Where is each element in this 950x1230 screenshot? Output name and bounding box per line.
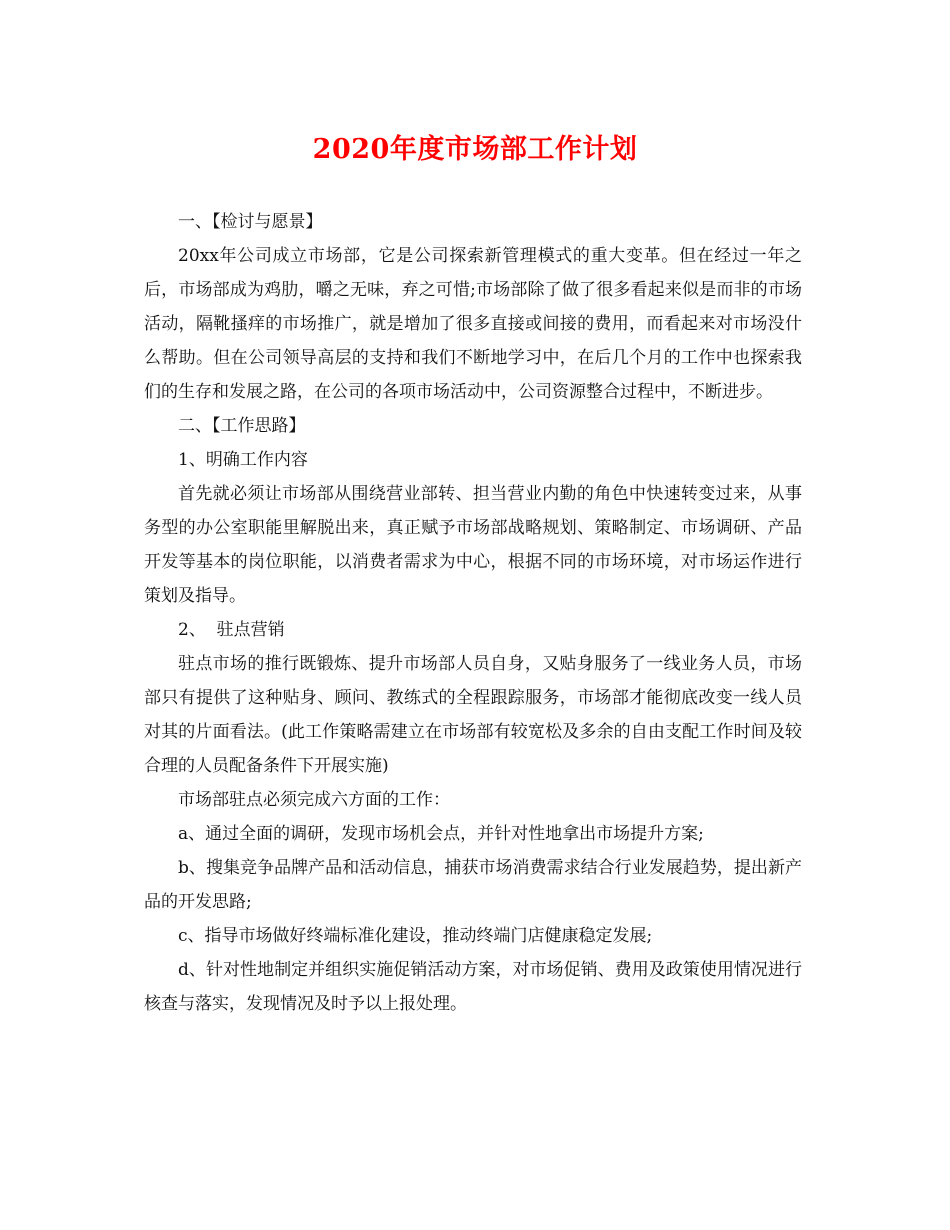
paragraph-work-content: 首先就必须让市场部从围绕营业部转、担当营业内勤的角色中快速转变过来，从事务型的办公室职能里解脱出来，真正赋予市场部战略规划、策略制定、市场调研、产品开发等基本的岗位职能，以消费者需求为中心，根据不同的市场环境，对市场运作进行策划及指导。 — [144, 484, 802, 606]
list-item-d: d、针对性地制定并组织实施促销活动方案，对市场促销、费用及政策使用情况进行核查与落实，发现情况及时予以上报处理。 — [144, 960, 802, 1014]
list-item-c: c、指导市场做好终端标准化建设，推动终端门店健康稳定发展; — [178, 926, 653, 946]
section-heading-ideas: 二、【工作思路】 — [178, 416, 306, 436]
subheading-work-content: 1、明确工作内容 — [178, 450, 308, 470]
list-item-a: a、通过全面的调研，发现市场机会点，并针对性地拿出市场提升方案; — [178, 824, 704, 844]
list-item-b: b、搜集竞争品牌产品和活动信息，捕获市场消费需求结合行业发展趋势，提出新产品的开发思路; — [144, 858, 802, 912]
paragraph-background: 20xx年公司成立市场部，它是公司探索新管理模式的重大变革。但在经过一年之后，市场部成为鸡肋，嚼之无味，弃之可惜;市场部除了做了很多看起来似是而非的市场活动，隔靴搔痒的市场推广，就是增加了很多直接或间接的费用，而看起来对市场没什么帮助。但在公司领导高层的支持和我们不断地学习中，在后几个月的工作中也探索我们的生存和发展之路，在公司的各项市场活动中，公司资源整合过程中，不断进步。 — [144, 246, 802, 402]
subheading-onsite-marketing: 2、 驻点营销 — [178, 620, 285, 640]
section-heading-review: 一、【检讨与愿景】 — [178, 212, 323, 232]
paragraph-onsite-marketing: 驻点市场的推行既锻炼、提升市场部人员自身，又贴身服务了一线业务人员，市场部只有提供了这种贴身、顾问、教练式的全程跟踪服务，市场部才能彻底改变一线人员对其的片面看法。(此工作策略需建立在市场部有较宽松及多余的自由支配工作时间及较合理的人员配备条件下开展实施) — [144, 654, 802, 776]
document-body — [144, 205, 802, 1021]
document-title: 2020年度市场部工作计划 — [312, 134, 638, 165]
paragraph-six-tasks-intro: 市场部驻点必须完成六方面的工作： — [178, 790, 450, 810]
